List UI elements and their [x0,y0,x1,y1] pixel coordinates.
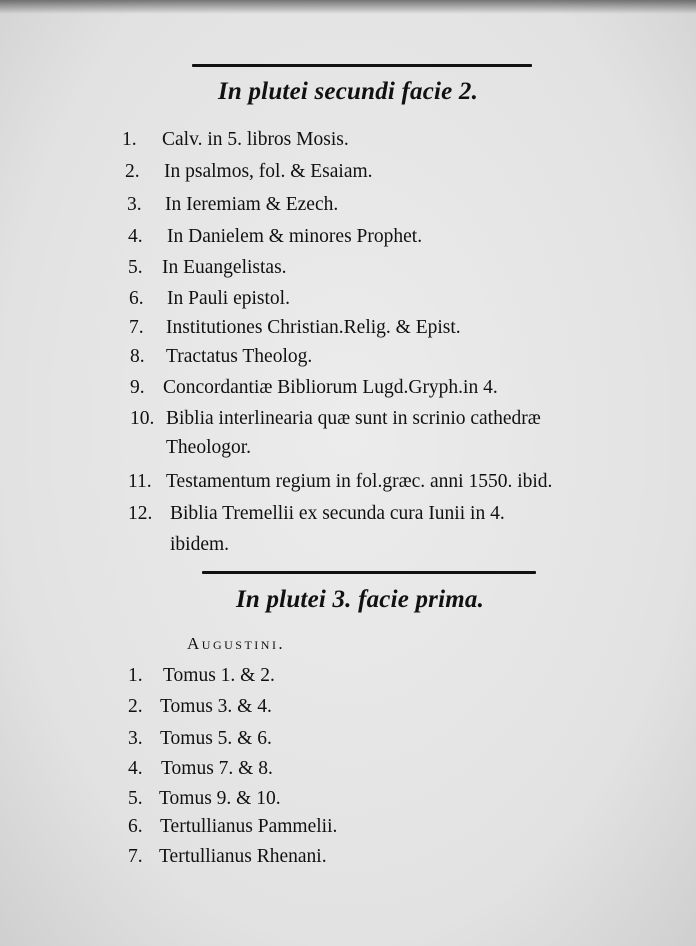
item-number: 1. [122,129,137,150]
author-subheading: Augustini. [187,634,286,653]
item-number: 3. [128,728,143,749]
item-number: 3. [127,194,142,215]
item-number: 5. [128,257,143,278]
item-number: 6. [128,816,143,837]
item-text: Biblia interlinearia quæ sunt in scrinio cathedræ [166,408,541,429]
item-text: In Euangelistas. [162,257,287,278]
page-edge-shadow [0,0,696,14]
item-text: Institutiones Christian.Relig. & Epist. [166,317,461,338]
item-number: 6. [129,288,144,309]
item-number: 11. [128,471,152,492]
item-text: Tomus 1. & 2. [163,665,275,686]
item-text: Biblia Tremellii ex secunda cura Iunii in 4. [170,503,505,524]
item-text: Tomus 3. & 4. [160,696,272,717]
item-number: 7. [128,846,143,867]
item-text: Testamentum regium in fol.græc. anni 1550. ibid. [166,471,553,492]
item-text: Tractatus Theolog. [166,346,313,367]
item-text: Tertullianus Rhenani. [159,846,327,867]
item-number: 9. [130,377,145,398]
item-number: 12. [128,503,153,524]
item-number: 4. [128,226,143,247]
item-number: 10. [130,408,155,429]
top-rule [192,64,532,67]
item-text-continued: Theologor. [166,437,252,458]
item-text: In Ieremiam & Ezech. [165,194,339,215]
item-number: 4. [128,758,143,779]
item-text-continued: ibidem. [170,534,230,555]
item-text: In Pauli epistol. [167,288,290,309]
item-text: In Danielem & minores Prophet. [167,226,423,247]
item-text: Calv. in 5. libros Mosis. [162,129,349,150]
item-text: Tomus 9. & 10. [159,788,281,809]
item-number: 2. [125,161,140,182]
item-text: Tomus 7. & 8. [161,758,273,779]
item-text: Tomus 5. & 6. [160,728,272,749]
item-number: 5. [128,788,143,809]
item-text: In psalmos, fol. & Esaiam. [164,161,373,182]
item-number: 1. [128,665,143,686]
item-number: 8. [130,346,145,367]
section-heading-shelf-2: In plutei secundi facie 2. [218,78,479,105]
item-text: Concordantiæ Bibliorum Lugd.Gryph.in 4. [163,377,498,398]
item-text: Tertullianus Pammelii. [160,816,338,837]
middle-rule [202,571,536,574]
item-number: 7. [129,317,144,338]
item-number: 2. [128,696,143,717]
section-heading-shelf-3: In plutei 3. facie prima. [236,586,485,613]
